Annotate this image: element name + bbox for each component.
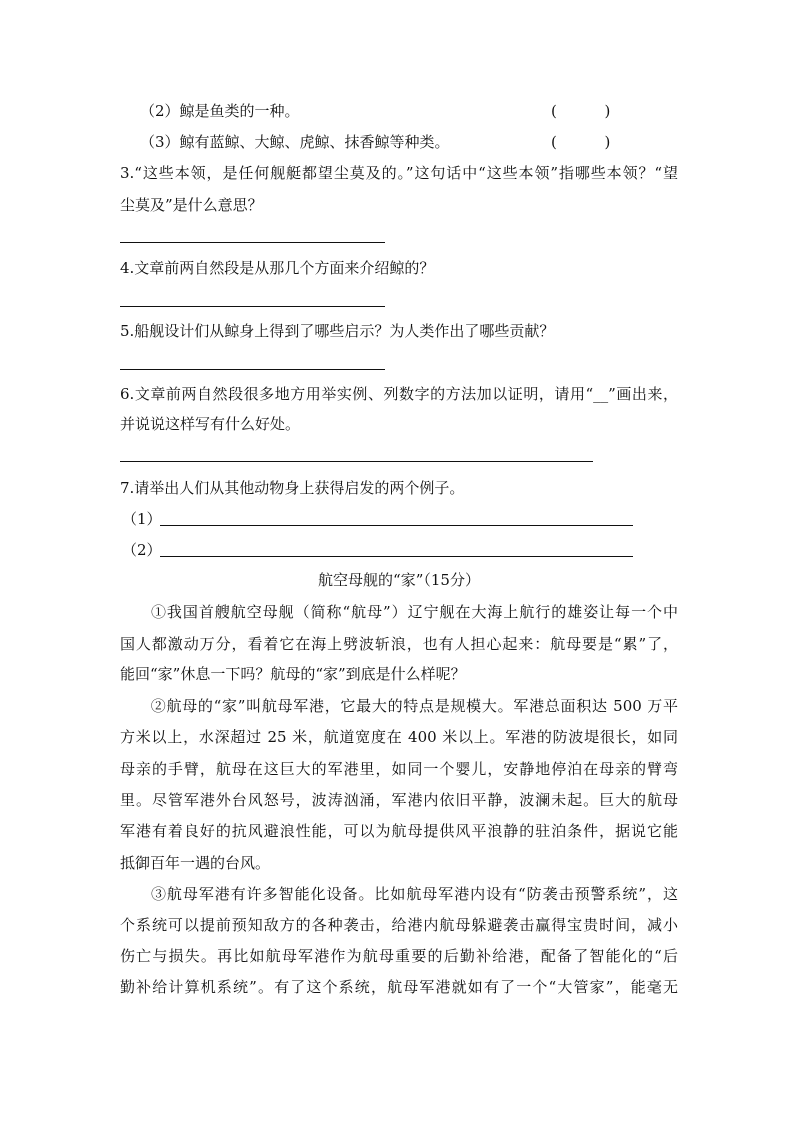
question-5: 5.船舰设计们从鲸身上得到了哪些启示？为人类作出了哪些贡献？ bbox=[120, 322, 555, 340]
paragraph-1-line-3: 能回“家”休息一下吗？航母的“家”到底是什么样呢？ bbox=[120, 665, 466, 683]
paragraph-3-line-4: 勤补给计算机系统”。有了这个系统，航母军港就如有了一个“大管家”，能毫无 bbox=[120, 978, 678, 996]
paragraph-2-line-3: 母亲的手臂，航母在这巨大的军港里，如同一个婴儿，安静地停泊在母亲的臂弯 bbox=[120, 760, 678, 778]
answer-line-5[interactable] bbox=[120, 369, 385, 370]
judgement-item-2: （2）鲸是鱼类的一种。 bbox=[140, 102, 300, 120]
paragraph-3-line-1: ③航母军港有许多智能化设备。比如航母军港内设有“防袭击预警系统”，这 bbox=[150, 885, 678, 903]
answer-line-7-2[interactable] bbox=[160, 556, 633, 557]
question-6-line-2: 并说说这样写有什么好处。 bbox=[120, 415, 301, 433]
question-4: 4.文章前两自然段是从那几个方面来介绍鲸的？ bbox=[120, 259, 435, 277]
question-3-line-2: 尘莫及”是什么意思？ bbox=[120, 196, 263, 214]
answer-line-3[interactable] bbox=[120, 242, 385, 243]
paragraph-2-line-2: 方米以上，水深超过 25 米，航道宽度在 400 米以上。军港的防波堤很长，如同 bbox=[120, 728, 678, 746]
answer-line-7-1[interactable] bbox=[160, 525, 633, 526]
question-7: 7.请举出人们从其他动物身上获得启发的两个例子。 bbox=[120, 479, 465, 497]
question-7-item-2-label: （2） bbox=[122, 541, 162, 559]
paragraph-1-line-1: ①我国首艘航空母舰（简称“航母”）辽宁舰在大海上航行的雄姿让每一个中 bbox=[150, 603, 678, 621]
answer-paren-2[interactable]: ( ) bbox=[551, 102, 611, 120]
question-6-line-1: 6.文章前两自然段很多地方用举实例、列数字的方法加以证明，请用“__”画出来， bbox=[120, 385, 678, 403]
paragraph-2-line-5: 军港有着良好的抗风避浪性能，可以为航母提供风平浪静的驻泊条件，据说它能 bbox=[120, 822, 678, 840]
answer-line-4[interactable] bbox=[120, 306, 385, 307]
paragraph-3-line-2: 个系统可以提前预知敌方的各种袭击，给港内航母躲避袭击赢得宝贵时间，减小 bbox=[120, 916, 678, 934]
answer-paren-3[interactable]: ( ) bbox=[551, 133, 611, 151]
question-3-line-1: 3.“这些本领，是任何舰艇都望尘莫及的。”这句话中“这些本领”指哪些本领？“望 bbox=[120, 164, 678, 182]
judgement-item-3: （3）鲸有蓝鲸、大鲸、虎鲸、抹香鲸等种类。 bbox=[140, 133, 450, 151]
answer-line-6[interactable] bbox=[120, 461, 593, 462]
paragraph-2-line-6: 抵御百年一遇的台风。 bbox=[120, 854, 271, 872]
paragraph-3-line-3: 伤亡与损失。再比如航母军港作为航母重要的后勤补给港，配备了智能化的“后 bbox=[120, 947, 678, 965]
paragraph-1-line-2: 国人都激动万分，看着它在海上劈波斩浪，也有人担心起来：航母要是“累”了， bbox=[120, 635, 678, 653]
paragraph-2-line-4: 里。尽管军港外台风怒号，波涛汹涌，军港内依旧平静，波澜未起。巨大的航母 bbox=[120, 791, 678, 809]
paragraph-2-line-1: ②航母的“家”叫航母军港，它最大的特点是规模大。军港总面积达 500 万平 bbox=[150, 697, 678, 715]
article-title: 航空母舰的“家”（15分） bbox=[318, 571, 480, 589]
question-7-item-1-label: （1） bbox=[122, 510, 162, 528]
